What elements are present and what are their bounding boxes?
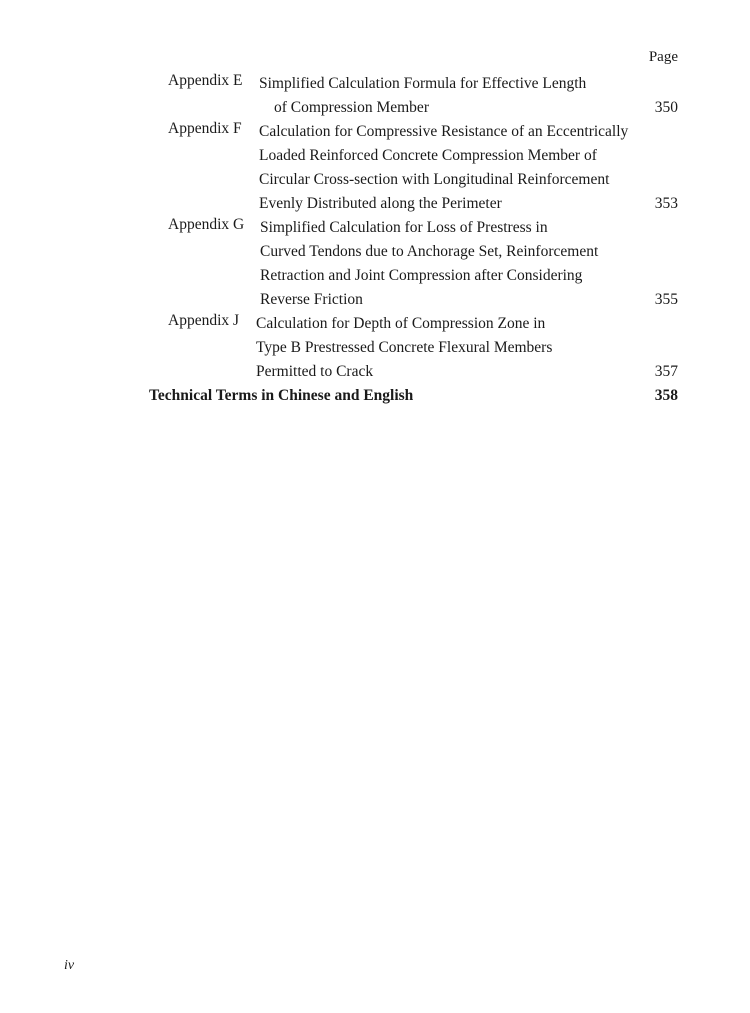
toc-entry-appendix-j[interactable] <box>0 312 750 384</box>
toc-entry-line: Curved Tendons due to Anchorage Set, Reinforcement <box>260 243 599 260</box>
toc-entry-line: Circular Cross-section with Longitudinal Reinforcement <box>259 171 610 188</box>
toc-entry-line-wrap <box>0 192 750 216</box>
table-of-contents <box>0 72 750 408</box>
toc-entry-line-wrap <box>0 96 750 120</box>
toc-entry-page: 358 <box>654 387 678 404</box>
toc-entry-title: Technical Terms in Chinese and English <box>149 387 414 404</box>
toc-entry-line: Calculation for Depth of Compression Zone in <box>256 315 546 332</box>
toc-entry-label: Appendix J <box>168 312 240 329</box>
toc-entry-line-wrap <box>0 360 750 384</box>
toc-entry-label: Appendix F <box>168 120 242 137</box>
toc-entry-label: Appendix G <box>168 216 245 233</box>
toc-entry-page: 350 <box>654 99 678 116</box>
toc-entry-page: 353 <box>654 195 678 212</box>
toc-entry-page: 355 <box>654 291 678 308</box>
toc-entry-line: Loaded Reinforced Concrete Compression Member of <box>259 147 597 164</box>
toc-entry-line: Simplified Calculation Formula for Effective Length <box>259 75 587 92</box>
toc-entry-page: 357 <box>654 363 678 380</box>
toc-entry-line: Simplified Calculation for Loss of Prestress in <box>260 219 548 236</box>
page-header-label: Page <box>648 49 678 65</box>
toc-entry-label: Appendix E <box>168 72 243 89</box>
toc-entry-line-wrap <box>0 384 750 408</box>
toc-entry-line: Calculation for Compressive Resistance of an Eccentrically <box>259 123 629 140</box>
toc-entry-appendix-f[interactable] <box>0 120 750 216</box>
page-number: iv <box>64 958 75 973</box>
toc-entry-technical-terms[interactable] <box>0 384 750 408</box>
toc-entry-line: Type B Prestressed Concrete Flexural Members <box>256 339 553 356</box>
toc-entry-line: of Compression Member <box>274 99 429 116</box>
toc-entry-appendix-g[interactable] <box>0 216 750 312</box>
toc-entry-appendix-e[interactable] <box>0 72 750 120</box>
toc-entry-line: Permitted to Crack <box>256 363 374 380</box>
toc-entry-line: Reverse Friction <box>260 291 363 308</box>
toc-entry-line: Evenly Distributed along the Perimeter <box>259 195 502 212</box>
toc-entry-line-wrap <box>0 288 750 312</box>
toc-entry-line: Retraction and Joint Compression after Considering <box>260 267 583 284</box>
